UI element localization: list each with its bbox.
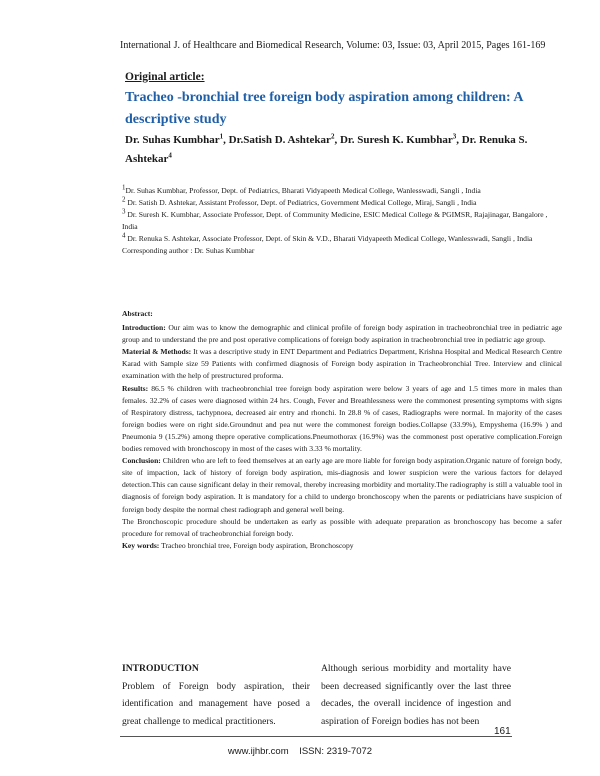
body-column-right <box>321 660 511 730</box>
body-paragraph: Although serious morbidity and mortality have been decreased significantly over the last three decades, the overall incidence of ingestion and aspiration of Foreign bodies has not been <box>321 663 511 727</box>
page-number: 161 <box>494 726 511 737</box>
keywords: Key words: Tracheo bronchial tree, Foreign body aspiration, Bronchoscopy <box>122 540 354 550</box>
introduction-heading: INTRODUCTION <box>122 663 199 674</box>
footer <box>0 746 600 757</box>
abstract-methods: Material & Methods: It was a descriptive study in ENT Department and Pediatrics Department, Krishna Hospital and Medical Research Centre Karad with Sample size 59 Patients with confirmed diagnosis of Foreign body aspiration in Tracheobronchial Tree. Interview and clinical examination with the help of prestructured proforma. <box>122 347 563 381</box>
abstract-heading: Abstract: <box>122 309 153 318</box>
body-column-left <box>122 660 310 730</box>
body-paragraph: Problem of Foreign body aspiration, their identification and management have posed a great challenge to medical practitioners. <box>122 680 310 727</box>
author: Dr. Suresh K. Kumbhar$^3$, <box>339 132 462 146</box>
journal-site: www.ijhbr.com <box>227 746 289 757</box>
article-type-label: Original article: <box>125 71 205 83</box>
abstract-conclusion: Conclusion: Children who are left to feed themselves at an early age are more liable for foreign body aspiration.Organic nature of foreign body, site of impaction, lack of history of foreign body aspiration, mis-diagnosis and lower suspicion were the various factors for delayed detection.This can cause significant delay in their removal, thereby increasing morbidity and mortality.The radiography is still a valuable tool in diagnosis of foreign body aspiration. It is mandatory for a child to undergo bronchoscopy when the parents or pediatricians have suspicion of foreign body despite the normal chest radiograph and general well being. <box>122 456 562 514</box>
affiliation: $^1$Dr. Suhas Kumbhar, Professor, Dept. of Pediatrics, Bharati Vidyapeeth Medical College, Wanlesswadi, Sangli , India <box>122 183 481 195</box>
issn: ISSN: 2319-7072 <box>299 746 373 757</box>
corresponding-author: Corresponding author : Dr. Suhas Kumbhar <box>122 246 255 255</box>
article-title: Tracheo -bronchial tree foreign body aspiration among children: A descriptive study <box>125 90 523 127</box>
affiliations <box>122 185 562 257</box>
affiliation: $^4$ Dr. Renuka S. Ashtekar, Associate Professor, Dept. of Skin & V.D., Bharati Vidyapeeth Medical College, Wanlesswadi, Sangli , India <box>122 231 533 243</box>
abstract <box>122 308 562 552</box>
affiliation: $^2$ Dr. Satish D. Ashtekar, Assistant Professor, Dept. of Pediatrics, Government Medical College, Miraj, Sangli , India <box>122 195 477 207</box>
abstract-introduction: Introduction: Our aim was to know the demographic and clinical profile of foreign body aspiration in tracheobronchial tree in pediatric age group and to understand the pre and post operative complications of foreign body aspiration in tracheobronchial tree in pediatric age group. <box>122 323 562 345</box>
abstract-results: Results: 86.5 % children with tracheobronchial tree foreign body aspiration were below 3 years of age and 1.5 times more in males than females. 32.2% of cases were diagnosed within 24 hrs. Cough, Fever and Breathlessness were the commonest presenting symptoms with signs of Respiratory distress, tachypnoea, decreased air entry and rhonchi. In 28.8 % of cases, Radiographs were normal. In majority of the cases foreign bodies were on right side.Groundnut and pea nut were the commonest foreign bodies.Collapse (33.9%), Empyshema (16.9% ) and Pneumonia 9 (15.2%) among thepre operative complications.Pneumothorax (16.9%) was the commonest post operative complication.Foreign bodies removed with bronchoscopy in most of the cases with 3.33 % mortality. <box>122 383 562 454</box>
affiliation: $^3$ Dr. Suresh K. Kumbhar, Associate Professor, Dept. of Community Medicine, ESIC Medical College & PGIMSR, Rajajinagar, Bangalore , India <box>122 207 548 231</box>
footer-rule <box>120 736 512 737</box>
author-list <box>125 131 555 169</box>
author: Dr. Renuka S. Ashtekar$^4$ <box>125 134 528 165</box>
abstract-conclusion-cont: The Bronchoscopic procedure should be undertaken as early as possible with adequate preparation as bronchoscopy has become a safer procedure for removal of tracheobronchial foreign body. <box>122 516 562 538</box>
author: Dr. Suhas Kumbhar$^1$, <box>125 132 229 146</box>
journal-header: International J. of Healthcare and Biomedical Research, Volume: 03, Issue: 03, April 2015, Pages 161-169 <box>120 40 546 51</box>
author: Dr.Satish D. Ashtekar$^2$, <box>228 132 340 146</box>
